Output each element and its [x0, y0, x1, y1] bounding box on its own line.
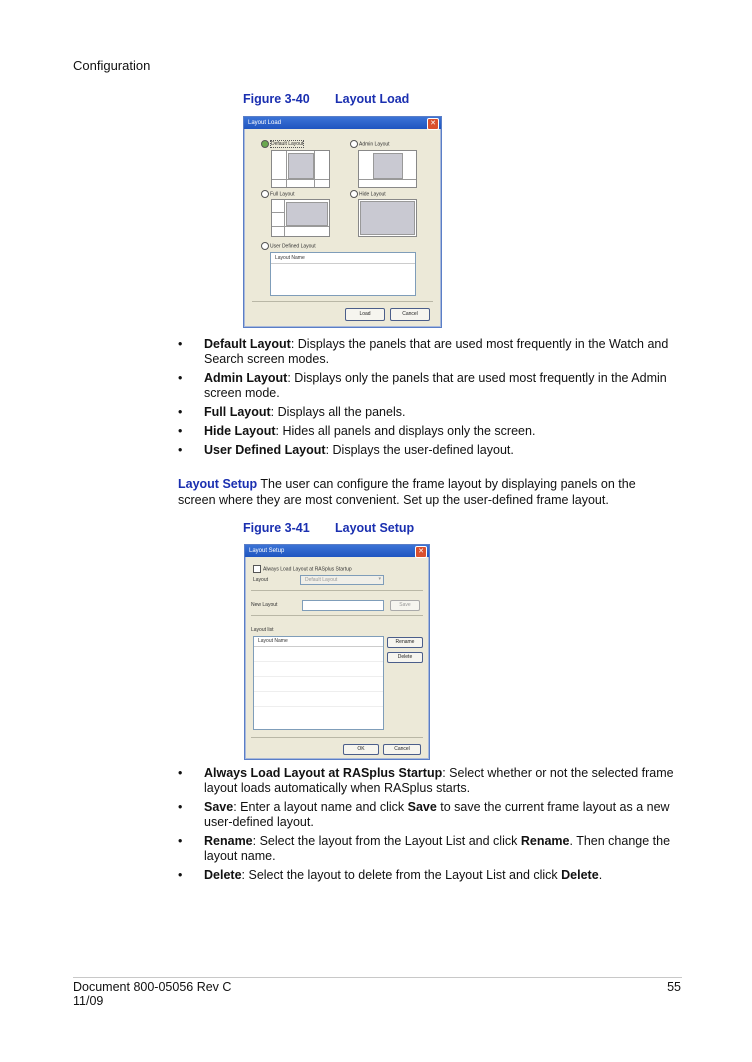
save-button[interactable]: Save: [390, 600, 420, 611]
always-load-checkbox[interactable]: Always Load Layout at RASplus Startup: [253, 565, 352, 573]
close-icon[interactable]: ✕: [415, 546, 427, 558]
radio-icon: [261, 190, 269, 198]
list-header: Layout Name: [275, 255, 305, 261]
figure-caption: [243, 92, 409, 106]
option-full-layout[interactable]: Full Layout: [261, 190, 294, 198]
separator: [251, 590, 423, 591]
dialog-title: Layout Load: [248, 120, 282, 126]
separator: [251, 737, 423, 738]
footer-document: [73, 980, 231, 1008]
dialog-title: Layout Setup: [249, 548, 285, 554]
dialog-titlebar: [245, 545, 429, 557]
layout-select[interactable]: Default Layout ▾: [300, 575, 384, 585]
layout-options-list: [178, 337, 678, 462]
radio-icon: [261, 242, 269, 250]
full-layout-preview: [271, 199, 330, 237]
checkbox-icon: [253, 565, 261, 573]
admin-layout-preview: [358, 150, 417, 188]
new-layout-label: New Layout: [251, 602, 278, 608]
dialog-titlebar: [244, 117, 441, 129]
list-item: • Full Layout: Displays all the panels.: [178, 405, 406, 419]
radio-icon: [350, 190, 358, 198]
radio-icon: [261, 140, 269, 148]
layout-setup-text: The user can configure the frame layout by displaying panels on the screen where they are most convenient. Set up the user-defined frame layout.: [178, 477, 636, 507]
document-number: Document 800-05056 Rev C: [73, 980, 232, 994]
default-layout-preview: [271, 150, 330, 188]
layout-label: Layout: [253, 577, 269, 583]
layout-setup-list: [178, 766, 678, 887]
delete-button[interactable]: Delete: [387, 652, 423, 663]
radio-icon: [350, 140, 358, 148]
figure-title: Layout Setup: [335, 521, 415, 535]
layout-list[interactable]: [253, 636, 384, 730]
separator: [252, 301, 433, 302]
new-layout-input[interactable]: [302, 600, 384, 611]
chevron-down-icon: ▾: [378, 576, 381, 582]
figure-number: Figure 3-40: [243, 92, 310, 106]
list-item: • Hide Layout: Hides all panels and displays only the screen.: [178, 424, 536, 438]
option-admin-layout[interactable]: Admin Layout: [350, 140, 390, 148]
footer-divider: [73, 977, 682, 978]
load-button[interactable]: Load: [345, 308, 385, 321]
list-item: • Rename: Select the layout from the Layout List and click Rename. Then change the layout name.: [178, 834, 671, 863]
separator: [251, 615, 423, 616]
section-header: Configuration: [73, 58, 151, 73]
layout-list-label: Layout list: [251, 627, 274, 633]
list-item: • Save: Enter a layout name and click Save to save the current frame layout as a new user-defined layout.: [178, 800, 670, 829]
close-icon[interactable]: ✕: [427, 118, 439, 130]
option-hide-layout[interactable]: Hide Layout: [350, 190, 386, 198]
page-number: 55: [667, 980, 681, 994]
option-default-layout[interactable]: Default Layout: [261, 140, 304, 148]
list-item: • Admin Layout: Displays only the panels that are used most frequently in the Admin screen mode.: [178, 371, 667, 400]
list-item: • Delete: Select the layout to delete from the Layout List and click Delete.: [178, 868, 603, 882]
list-item: • Default Layout: Displays the panels that are used most frequently in the Watch and Search screen modes.: [178, 337, 669, 366]
layout-setup-heading: Layout Setup: [178, 477, 258, 491]
figure-number: Figure 3-41: [243, 521, 310, 535]
list-header: Layout Name: [258, 638, 288, 644]
layout-setup-paragraph: [178, 476, 673, 508]
layout-load-dialog: [243, 116, 442, 328]
option-user-defined-layout[interactable]: User Defined Layout: [261, 242, 316, 250]
cancel-button[interactable]: Cancel: [390, 308, 430, 321]
document-date: 11/09: [73, 994, 104, 1008]
figure-title: Layout Load: [335, 92, 410, 106]
cancel-button[interactable]: Cancel: [383, 744, 421, 755]
figure-caption: [243, 521, 414, 535]
user-layout-list[interactable]: [270, 252, 416, 296]
layout-setup-dialog: [244, 544, 430, 760]
list-item: • Always Load Layout at RASplus Startup: Select whether or not the selected frame layout loads automatically when RASplus starts.: [178, 766, 674, 795]
rename-button[interactable]: Rename: [387, 637, 423, 648]
hide-layout-preview: [358, 199, 417, 237]
ok-button[interactable]: OK: [343, 744, 379, 755]
list-item: • User Defined Layout: Displays the user-defined layout.: [178, 443, 514, 457]
